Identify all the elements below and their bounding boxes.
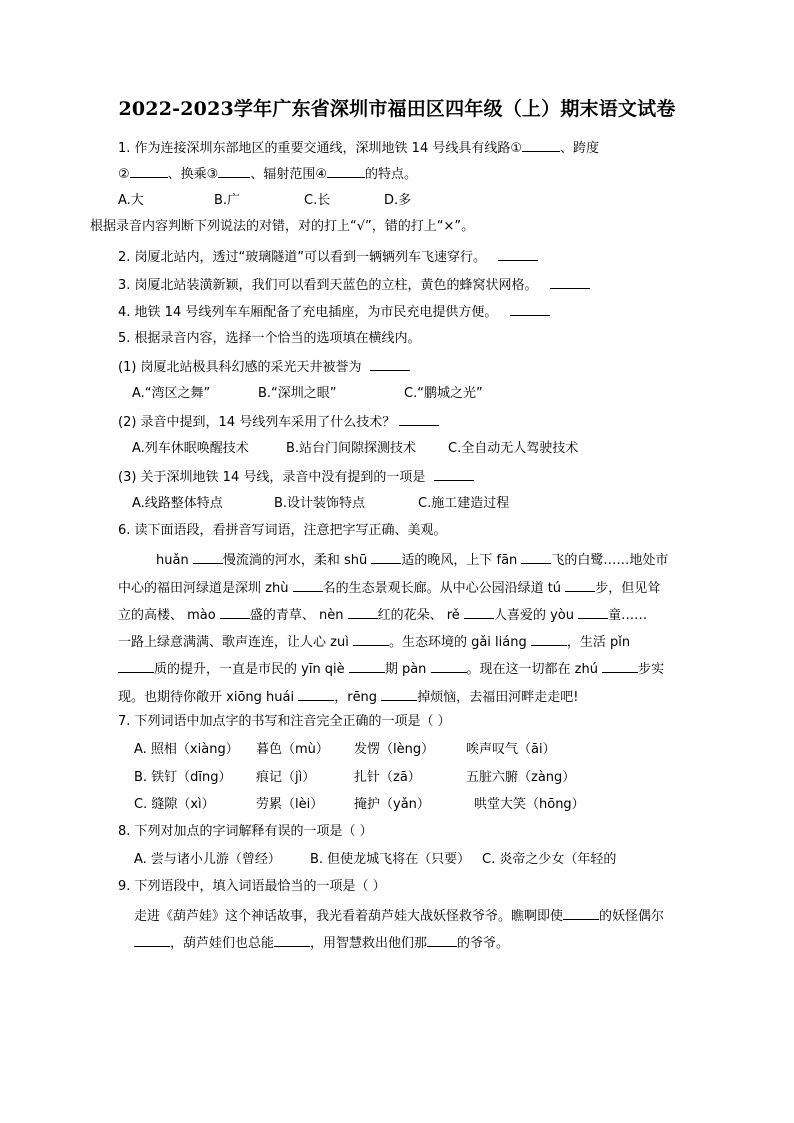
answer-blank[interactable]: [293, 578, 323, 592]
word-item: 痕记（jì）: [256, 770, 316, 785]
option-c[interactable]: C.全自动无人驾驶技术: [448, 441, 579, 456]
question-6-line-6: [118, 687, 578, 707]
passage-text: 一路上绿意满满、歌声连连，让人心 zuì: [118, 635, 349, 650]
option-a[interactable]: A.线路整体特点: [132, 496, 223, 511]
answer-blank[interactable]: [431, 659, 467, 673]
passage-text: 掉烦恼，去福田河畔走走吧!: [417, 690, 579, 705]
option-b[interactable]: B.“深圳之眼”: [258, 386, 337, 401]
question-8-stem: 8. 下列对加点的字词解释有误的一项是（ ）: [118, 824, 373, 839]
q3-text: 3. 岗厦北站装潢新颖，我们可以看到天蓝色的立柱，黄色的蜂窝状网格。: [118, 278, 538, 293]
option-b[interactable]: B. 但使龙城飞将在（只要）: [310, 852, 471, 867]
passage-text: ，rēng: [334, 690, 378, 705]
q1-text-b: 、跨度: [560, 141, 600, 156]
answer-blank[interactable]: [220, 605, 250, 619]
passage-text: 名的生态景观长廊。从中心公园沿绿道 tú: [322, 581, 562, 596]
passage-text: 中心的福田河绿道是深圳 zhù: [118, 581, 289, 596]
passage-text: 飞的白鹭……地处市: [551, 553, 669, 568]
q1-text-c: 、换乘③: [167, 167, 219, 182]
passage-text: 。生态环境的 gǎi liáng: [388, 635, 527, 650]
question-4: [118, 302, 550, 322]
answer-blank[interactable]: [399, 412, 439, 426]
answer-blank[interactable]: [464, 605, 494, 619]
passage-text: 步实: [638, 662, 665, 677]
answer-blank[interactable]: [522, 138, 560, 152]
passage-text: 慢流淌的河水，柔和 shū: [222, 553, 368, 568]
option-a[interactable]: A.“湾区之舞”: [132, 386, 211, 401]
q5-s3-text: (3) 关于深圳地铁 14 号线，录音中没有提到的一项是: [118, 470, 426, 485]
question-9-stem: 9. 下列语段中，填入词语最恰当的一项是（ ）: [118, 879, 386, 894]
option-b[interactable]: B.设计装饰特点: [274, 496, 366, 511]
q1-text-a: 1. 作为连接深圳东部地区的重要交通线，深圳地铁 14 号线具有线路①: [118, 141, 522, 156]
q4-text: 4. 地铁 14 号线列车车厢配备了充电插座，为市民充电提供方便。: [118, 305, 498, 320]
q5-s1-text: (1) 岗厦北站极具科幻感的采光天井被誉为: [118, 360, 362, 375]
answer-blank[interactable]: [521, 550, 551, 564]
word-item: 唉声叹气（āi）: [466, 742, 556, 757]
pinyin-text: huǎn: [156, 553, 189, 568]
passage-text: 的爷爷。: [457, 936, 510, 951]
passage-text: 适的晚风，上下 fān: [401, 553, 518, 568]
answer-blank[interactable]: [327, 164, 365, 178]
question-1-line-1: [118, 138, 599, 158]
option-c[interactable]: C. 炎帝之少女（年轻的: [482, 852, 617, 867]
question-6-line-4: [118, 632, 630, 652]
question-2: [118, 247, 538, 267]
question-5-stem: 5. 根据录音内容，选择一个恰当的选项填在横线内。: [118, 331, 421, 346]
q2-text: 2. 岗厦北站内，透过“玻璃隧道”可以看到一辆辆列车飞速穿行。: [118, 250, 487, 265]
exam-title: 2022-2023学年广东省深圳市福田区四年级（上）期末语文试卷: [118, 98, 676, 120]
passage-text: ，葫芦娃们也总能: [170, 936, 275, 951]
question-6-line-1: [156, 550, 668, 570]
question-6-line-2: [118, 578, 660, 598]
word-item: 掩护（yǎn）: [354, 797, 430, 812]
passage-text: 的妖怪偶尔: [599, 909, 665, 924]
question-1-options: [118, 192, 411, 210]
answer-blank[interactable]: [498, 247, 538, 261]
question-7-option-a[interactable]: [134, 741, 556, 759]
passage-text: 期 pàn: [384, 662, 427, 677]
answer-blank[interactable]: [348, 605, 378, 619]
answer-blank[interactable]: [602, 659, 638, 673]
passage-text: ，用智慧救出他们那: [310, 936, 428, 951]
question-7-stem: 7. 下列词语中加点字的书写和注音完全正确的一项是（ ）: [118, 714, 451, 729]
option-c[interactable]: C.“鹏城之光”: [404, 386, 483, 401]
answer-blank[interactable]: [531, 632, 567, 646]
passage-text: 步，但见耸: [595, 581, 661, 596]
word-item: 五脏六腑（zàng）: [466, 770, 576, 785]
word-item: 暮色（mù）: [256, 742, 329, 757]
answer-blank[interactable]: [274, 933, 310, 947]
passage-text: 走进《葫芦娃》这个神话故事，我光看着葫芦娃大战妖怪救爷爷。瞧啊即使: [134, 909, 564, 924]
passage-text: 。现在这一切都在 zhú: [466, 662, 598, 677]
answer-blank[interactable]: [578, 605, 608, 619]
word-item: 哄堂大笑（hōng）: [474, 797, 585, 812]
question-5-sub-3-options: [132, 495, 509, 513]
question-8-options: [134, 851, 616, 869]
answer-blank[interactable]: [118, 659, 154, 673]
answer-blank[interactable]: [550, 275, 590, 289]
answer-blank[interactable]: [434, 467, 474, 481]
option-b[interactable]: B.站台门间隙探测技术: [286, 441, 417, 456]
option-b[interactable]: B.广: [214, 193, 241, 208]
question-6-line-3: [118, 605, 647, 625]
q5-s2-text: (2) 录音中提到，14 号线列车采用了什么技术？: [118, 415, 396, 430]
question-3: [118, 275, 590, 295]
word-item: 扎针（zā）: [354, 770, 421, 785]
q1-text-e: 的特点。: [364, 167, 417, 182]
answer-blank[interactable]: [218, 164, 250, 178]
question-5-sub-3: [118, 467, 474, 487]
answer-blank[interactable]: [193, 550, 223, 564]
answer-blank[interactable]: [298, 687, 334, 701]
question-6-line-5: [118, 659, 664, 679]
q1-text-d: 、辐射范围④: [250, 167, 327, 182]
q1-num-2: ②: [118, 167, 130, 182]
question-1-line-2: [118, 164, 417, 184]
passage-text: ，生活 pǐn: [566, 635, 631, 650]
passage-text: 质的提升，一直是市民的 yīn qiè: [154, 662, 345, 677]
answer-blank[interactable]: [353, 632, 389, 646]
passage-text: 盛的青草、 nèn: [249, 608, 344, 623]
answer-blank[interactable]: [370, 357, 410, 371]
option-a[interactable]: A.大: [118, 193, 144, 208]
question-9-line-2: [134, 933, 509, 953]
question-5-sub-2-options: [132, 440, 578, 458]
word-item: 劳累（lèi）: [256, 797, 324, 812]
passage-text: 立的高楼、 mào: [118, 608, 216, 623]
word-item: C. 缝隙（xì）: [134, 797, 215, 812]
option-d[interactable]: D.多: [384, 193, 412, 208]
word-item: A. 照相（xiàng）: [134, 742, 239, 757]
question-7-option-b[interactable]: [134, 769, 575, 787]
option-c[interactable]: C.长: [304, 193, 331, 208]
answer-blank[interactable]: [381, 687, 417, 701]
option-c[interactable]: C.施工建造过程: [418, 496, 510, 511]
answer-blank[interactable]: [510, 302, 550, 316]
passage-text: 现。也期待你敞开 xiōng huái: [118, 690, 295, 705]
passage-text: 红的花朵、 rě: [377, 608, 460, 623]
answer-blank[interactable]: [371, 550, 401, 564]
word-item: B. 铁钉（dīng）: [134, 770, 232, 785]
question-5-sub-1-options: [132, 385, 483, 403]
word-item: 发愣（lèng）: [354, 742, 435, 757]
option-a[interactable]: A. 尝与诸小儿游（曾经）: [134, 852, 281, 867]
judgement-instruction: 根据录音内容判断下列说法的对错，对的打上“√”，错的打上“×”。: [90, 219, 475, 234]
answer-blank[interactable]: [134, 933, 170, 947]
answer-blank[interactable]: [563, 906, 599, 920]
answer-blank[interactable]: [349, 659, 385, 673]
passage-text: 童……: [608, 608, 648, 623]
question-6-stem: 6. 读下面语段，看拼音写词语，注意把字写正确、美观。: [118, 523, 447, 538]
passage-text: 人喜爱的 yòu: [493, 608, 574, 623]
option-a[interactable]: A.列车休眠唤醒技术: [132, 441, 249, 456]
answer-blank[interactable]: [427, 933, 457, 947]
question-5-sub-2: [118, 412, 439, 432]
question-5-sub-1: [118, 357, 410, 377]
answer-blank[interactable]: [565, 578, 595, 592]
answer-blank[interactable]: [130, 164, 168, 178]
question-9-line-1: [134, 906, 664, 926]
question-7-option-c[interactable]: [134, 796, 585, 814]
